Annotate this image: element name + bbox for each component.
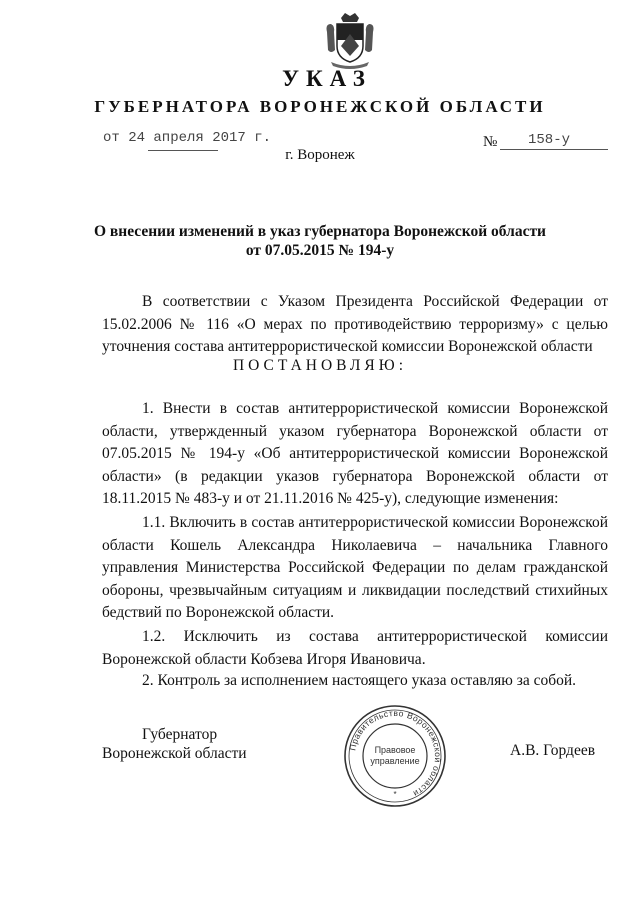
heading-line-2: от 07.05.2015 № 194-у [245, 242, 395, 259]
decree-word: ПОСТАНОВЛЯЮ: [232, 357, 408, 374]
seal-ring-text: Правительство Воронежской области [347, 707, 444, 800]
issuer: ГУБЕРНАТОРА ВОРОНЕЖСКОЙ ОБЛАСТИ [94, 97, 546, 116]
official-seal [342, 703, 448, 809]
position-line-1: Губернатор [142, 726, 218, 743]
heading-line-1: О внесении изменений в указ губернатора Воронежской области [93, 223, 546, 240]
coat-of-arms-icon [319, 10, 381, 72]
document-date: от 24 апреля 2017 г. [103, 130, 272, 146]
item-2: 2. Контроль за исполнением настоящего указа оставляю за собой. [142, 672, 577, 689]
intro-paragraph: В соответствии с Указом Президента Российской Федерации от 15.02.2006 № 116 «О мерах по противодействию терроризму» с целью уточнения состава антитеррористической комиссии Воронежской области [102, 293, 608, 355]
item-1-1: 1.1. Включить в состав антитеррористической комиссии Воронежской области Кошель Александра Николаевича – начальника Главного управления Министерства Российской Федерации по делам гражданской обороны, чрезвычайным ситуациям и ликвидации последствий стихийных бедствий по Воронежской области. [102, 514, 608, 621]
signatory-position [102, 725, 247, 763]
document-number: 158-у [528, 132, 571, 148]
seal-center-line-2: управление [370, 756, 420, 766]
item-1: 1. Внести в состав антитеррористической комиссии Воронежской области, утвержденный указом губернатора Воронежской области от 07.05.2015 № 194-у «Об антитеррористической комиссии Воронежской области» (в редакции указов губернатора Воронежской области от 18.11.2015 № 483-у и от 21.11.2016 № 425-у), следующие изменения: [102, 400, 608, 507]
document-type: УКАЗ [282, 66, 372, 91]
seal-center-line-1: Правовое [374, 745, 416, 755]
number-label: № [483, 134, 498, 150]
signatory-name: А.В. Гордеев [510, 742, 596, 759]
seal-star: * [393, 790, 397, 799]
item-1-2: 1.2. Исключить из состава антитеррористической комиссии Воронежской области Кобзева Игоря Ивановича. [102, 628, 608, 668]
document-heading [0, 222, 640, 260]
city: г. Воронеж [285, 147, 355, 163]
position-line-2: Воронежской области [102, 745, 247, 762]
